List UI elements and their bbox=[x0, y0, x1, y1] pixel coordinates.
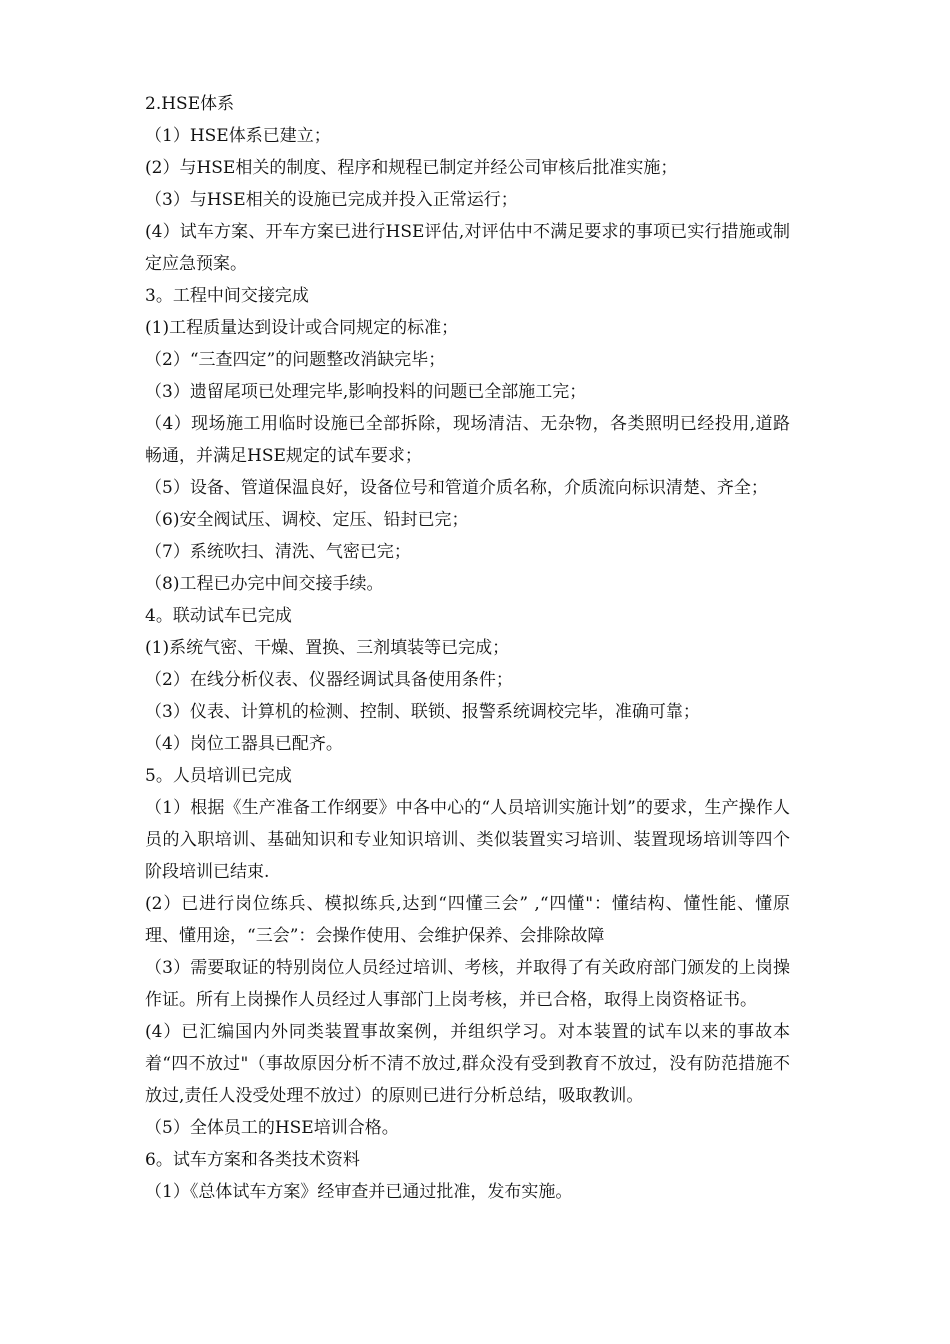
list-item: (2）与HSE相关的制度、程序和规程已制定并经公司审核后批准实施； bbox=[145, 158, 678, 178]
list-item: （3）需要取证的特别岗位人员经过培训、考核，并取得了有关政府部门颁发的上岗操作证。所有上岗操作人员经过人事部门上岗考核，并已合格，取得上岗资格证书。 bbox=[145, 958, 790, 1010]
list-item: (2）已进行岗位练兵、模拟练兵,达到“四懂三会” ,“四懂"：懂结构、懂性能、懂原理、懂用途，“三会”：会操作使用、会维护保养、会排除故障 bbox=[145, 894, 790, 946]
list-item: （1）HSE体系已建立； bbox=[145, 126, 331, 146]
list-item: （2）在线分析仪表、仪器经调试具备使用条件； bbox=[145, 670, 513, 690]
section-heading: 2.HSE体系 bbox=[145, 94, 235, 114]
document-body bbox=[145, 88, 790, 1208]
list-item: （8)工程已办完中间交接手续。 bbox=[145, 574, 384, 594]
list-item: （6)安全阀试压、调校、定压、铅封已完； bbox=[145, 510, 469, 530]
list-item: （1）根据《生产准备工作纲要》中各中心的“人员培训实施计划”的要求，生产操作人员的入职培训、基础知识和专业知识培训、类似装置实习培训、装置现场培训等四个阶段培训已结束. bbox=[145, 798, 790, 882]
list-item: （4）现场施工用临时设施已全部拆除，现场清洁、无杂物，各类照明已经投用,道路畅通，并满足HSE规定的试车要求； bbox=[145, 414, 790, 466]
list-item: （3）仪表、计算机的检测、控制、联锁、报警系统调校完毕，准确可靠； bbox=[145, 702, 700, 722]
section-heading: 6。试车方案和各类技术资料 bbox=[145, 1150, 360, 1170]
list-item: （1）《总体试车方案》经审查并已通过批准，发布实施。 bbox=[145, 1182, 573, 1202]
list-item: (1)工程质量达到设计或合同规定的标准； bbox=[145, 318, 459, 338]
list-item: (1)系统气密、干燥、置换、三剂填装等已完成； bbox=[145, 638, 510, 658]
list-item: （4）岗位工器具已配齐。 bbox=[145, 734, 343, 754]
list-item: （7）系统吹扫、清洗、气密已完； bbox=[145, 542, 411, 562]
list-item: （2）“三查四定”的问题整改消缺完毕； bbox=[145, 350, 446, 370]
section-heading: 3。工程中间交接完成 bbox=[145, 286, 309, 306]
list-item: (4）试车方案、开车方案已进行HSE评估,对评估中不满足要求的事项已实行措施或制定应急预案。 bbox=[145, 222, 790, 274]
section-heading: 4。联动试车已完成 bbox=[145, 606, 292, 626]
list-item: (4）已汇编国内外同类装置事故案例，并组织学习。对本装置的试车以来的事故本着“四不放过"（事故原因分析不清不放过,群众没有受到教育不放过，没有防范措施不放过,责任人没受处理不放过）的原则已进行分析总结，吸取教训。 bbox=[145, 1022, 790, 1106]
list-item: （3）遗留尾项已处理完毕,影响投料的问题已全部施工完； bbox=[145, 382, 587, 402]
list-item: （5）全体员工的HSE培训合格。 bbox=[145, 1118, 399, 1138]
list-item: （5）设备、管道保温良好，设备位号和管道介质名称，介质流向标识清楚、齐全； bbox=[145, 478, 768, 498]
list-item: （3）与HSE相关的设施已完成并投入正常运行； bbox=[145, 190, 518, 210]
section-heading: 5。人员培训已完成 bbox=[145, 766, 292, 786]
